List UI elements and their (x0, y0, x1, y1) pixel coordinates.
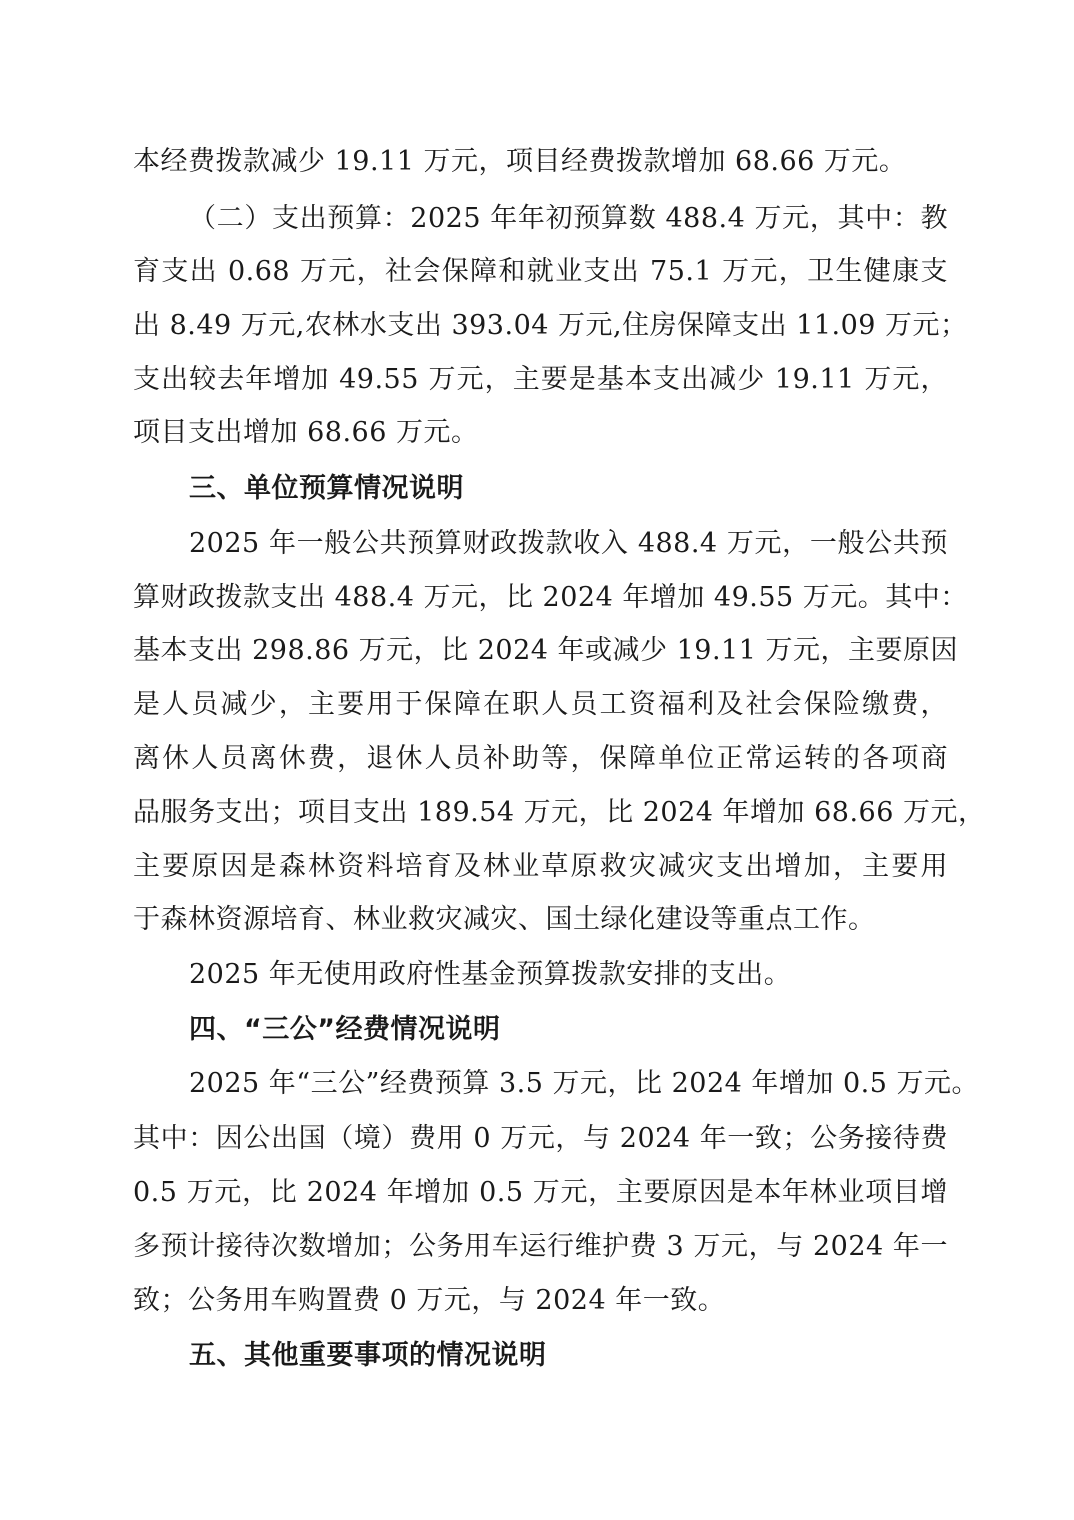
text-line: 项目支出增加 68.66 万元。 (133, 417, 479, 448)
text-line: （二）支出预算：2025 年年初预算数 488.4 万元，其中：教 (189, 203, 948, 234)
text-line: 主要原因是森林资料培育及林业草原救灾减灾支出增加，主要用 (133, 851, 948, 882)
text-line: 本经费拨款减少 19.11 万元，项目经费拨款增加 68.66 万元。 (133, 146, 907, 177)
text-line: 是人员减少，主要用于保障在职人员工资福利及社会保险缴费， (133, 689, 948, 720)
section-heading: 五、其他重要事项的情况说明 (189, 1340, 547, 1371)
text-line: 出 8.49 万元,农林水支出 393.04 万元,住房保障支出 11.09 万元； (133, 310, 968, 341)
text-line: 算财政拨款支出 488.4 万元，比 2024 年增加 49.55 万元。其中： (133, 582, 968, 613)
text-line: 基本支出 298.86 万元，比 2024 年或减少 19.11 万元，主要原因 (133, 635, 958, 666)
text-line: 品服务支出；项目支出 189.54 万元，比 2024 年增加 68.66 万元， (133, 797, 986, 828)
text-line: 2025 年无使用政府性基金预算拨款安排的支出。 (189, 959, 792, 990)
section-heading: 三、单位预算情况说明 (189, 473, 464, 504)
text-line: 支出较去年增加 49.55 万元，主要是基本支出减少 19.11 万元， (133, 364, 948, 395)
text-line: 致；公务用车购置费 0 万元，与 2024 年一致。 (133, 1285, 726, 1316)
text-line: 育支出 0.68 万元，社会保障和就业支出 75.1 万元，卫生健康支 (133, 256, 948, 287)
text-line: 离休人员离休费，退休人员补助等，保障单位正常运转的各项商 (133, 743, 948, 774)
text-line: 多预计接待次数增加；公务用车运行维护费 3 万元，与 2024 年一 (133, 1231, 948, 1262)
text-line: 2025 年一般公共预算财政拨款收入 488.4 万元，一般公共预 (189, 528, 948, 559)
text-line: 0.5 万元，比 2024 年增加 0.5 万元，主要原因是本年林业项目增 (133, 1177, 948, 1208)
text-line: 其中：因公出国（境）费用 0 万元，与 2024 年一致；公务接待费 (133, 1123, 948, 1154)
text-line: 2025 年“三公”经费预算 3.5 万元，比 2024 年增加 0.5 万元。 (189, 1068, 979, 1099)
text-line: 于森林资源培育、林业救灾减灾、国土绿化建设等重点工作。 (133, 904, 876, 935)
section-heading: 四、“三公”经费情况说明 (189, 1014, 501, 1045)
